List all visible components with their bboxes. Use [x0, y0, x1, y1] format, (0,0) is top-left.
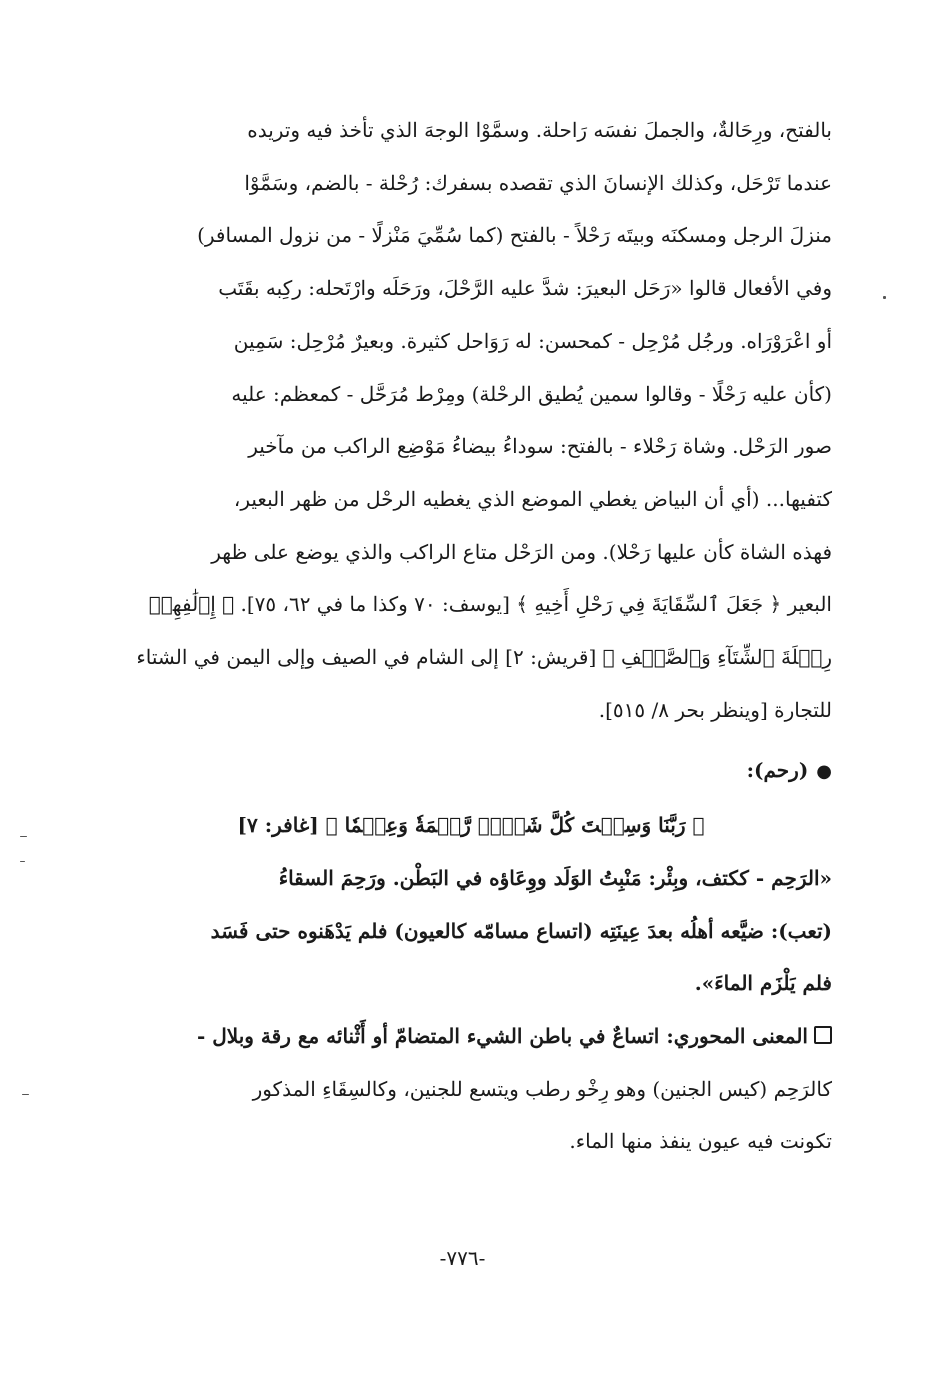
paragraph-line: عندما تَرْحَل، وكذلك الإنسانَ الذي تقصده بسفرك: رُحْلة - بالضم، وسَمَّوْا — [244, 170, 832, 195]
paragraph-line: كتفيها... (أي أن البياض يغطي الموضع الذي يغطيه الرحْل من ظهر البعير، — [233, 486, 832, 511]
paragraph-line: أو اعْرَوْرَاه. ورجُل مُرْحِل - كمحسن: له رَوَاحل كثيرة. وبعيرٌ مُرْحِل: سَمِين — [233, 328, 832, 353]
paragraph-line: منزلَ الرجل ومسكنَه وبيتَه رَحْلاً - بالفتح (كما سُمِّيَ مَنْزلًا - من نزول المسافر) — [197, 223, 832, 248]
page-text — [110, 104, 832, 1168]
section-heading — [110, 744, 832, 799]
scan-speck — [22, 1094, 29, 1095]
paragraph-line: صور الرَحْل. وشاة رَحْلاء - بالفتح: سوداءُ بيضاءُ مَوْضِع الراكب من مآخير — [248, 434, 832, 459]
quran-verse: ﴿ رَبَّنَا وَسِعۡتَ كُلَّ شَيۡءٖ رَّحۡمَةٗ وَعِلۡمٗا ﴾ [غافر: ٧] — [237, 813, 705, 838]
scan-speck — [20, 861, 25, 862]
core-meaning-line: كالرَحِم (كيس الجنين) وهو رِخْو رطب ويتسع للجنين، وكالسِقَاءِ المذكور — [252, 1076, 832, 1101]
paragraph-line: (كأن عليه رَحْلًا - وقالوا سمين يُطيق الرحْلة) ومِرْط مُرَحَّل - كمعظم: عليه — [231, 381, 832, 406]
paragraph-line: وفي الأفعال قالوا «رَحَل البعيرَ: شدَّ عليه الرَّحْلَ، ورَحَلَه وارْتَحله: ركِبه بقَتَب — [218, 276, 832, 301]
heading-text: (رحم): — [746, 758, 809, 783]
checkbox-square-icon — [814, 1026, 832, 1044]
page-number: -٧٧٦- — [439, 1246, 486, 1270]
definition-line: «الرَحِم - ككتف، وبِئْر: مَنْبِتُ الوَلَد ووِعَاؤه في البَطْن. ورَحِمَ السقاءُ — [278, 865, 832, 890]
paragraph-line: البعير ﴿ جَعَلَ ٱلسِّقَايَةَ فِي رَحْلِ أَخِيهِ ﴾ [يوسف: ٧٠ وكذا ما في ٦٢، ٧٥]. ﴿ إِۦلَٰفِهِمۡ — [148, 592, 832, 617]
paragraph-line: رِحۡلَةَ ٱلشِّتَآءِ وَٱلصَّيۡفِ ﴾ [قريش: ٢] إلى الشام في الصيف وإلى اليمن في الشتاء — [136, 645, 832, 670]
paragraph-line: بالفتح، ورِحَالةٌ، والجملَ نفسَه رَاحلة. وسمَّوْا الوجهَ الذي تأخذ فيه وتريده — [247, 118, 832, 142]
paragraph-line: فهذه الشاة كأن عليها رَحْلا). ومن الرَحْل متاع الراكب والذي يوضع على ظهر — [211, 539, 832, 564]
scan-speck — [20, 836, 27, 837]
bullet-icon: ● — [816, 761, 832, 783]
core-meaning-line: تكونت فيه عيون ينفذ منها الماء. — [569, 1129, 832, 1154]
core-meaning-line: المعنى المحوري: اتساعٌ في باطن الشيء المتضامّ أو أَثْنائه مع رقة وبلال - — [110, 1010, 832, 1063]
scan-speck — [883, 296, 886, 299]
paragraph-line: للتجارة [وينظر بحر ٨/ ٥١٥]. — [598, 697, 832, 722]
definition-line: فلم يَلْزَم الماءَ». — [694, 971, 832, 996]
definition-line: (تعب): ضيَّعه أهلُه بعدَ عِينَتِه (اتساع مسامّه كالعيون) فلم يَدْهَنوه حتى فَسَد — [210, 918, 832, 943]
